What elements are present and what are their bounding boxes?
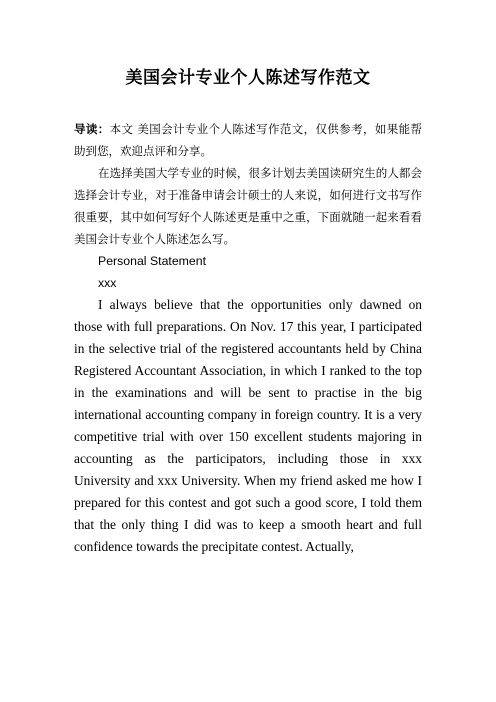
intro-label: 导读：	[74, 122, 110, 136]
english-paragraph: I always believe that the opportunities only dawned on those with full preparations. On Nov. 17 this year, I participated in the selective trial of the registered accountants held by China Registered Accountant Association, in which I ranked to the top in the examinations and will be sent to practise in the big international accounting company in foreign country. It is a very competitive trial with over 150 excellent students majoring in accounting as the participators, including those in xxx University and xxx University. When my friend asked me how I prepared for this contest and got such a good score, I told them that the only thing I did was to keep a smooth heart and full confidence towards the precipitate contest. Actually,	[74, 297, 422, 554]
intro-text: 本文 美国会计专业个人陈述写作范文，仅供参考，如果能帮助到您，欢迎点评和分享。	[74, 122, 422, 158]
name-placeholder: xxx	[98, 276, 117, 290]
english-heading: Personal Statement	[98, 254, 207, 268]
document-title: 美国会计专业个人陈述写作范文	[125, 68, 371, 88]
document-body	[74, 118, 422, 558]
chinese-paragraph: 在选择美国大学专业的时候，很多计划去美国读研究生的人都会选择会计专业，对于准备申请会计硕士的人来说，如何进行文书写作很重要，其中如何写好个人陈述更是重中之重，下面就随一起来看看美国会计专业个人陈述怎么写。	[74, 166, 422, 246]
intro-paragraph	[74, 118, 422, 162]
